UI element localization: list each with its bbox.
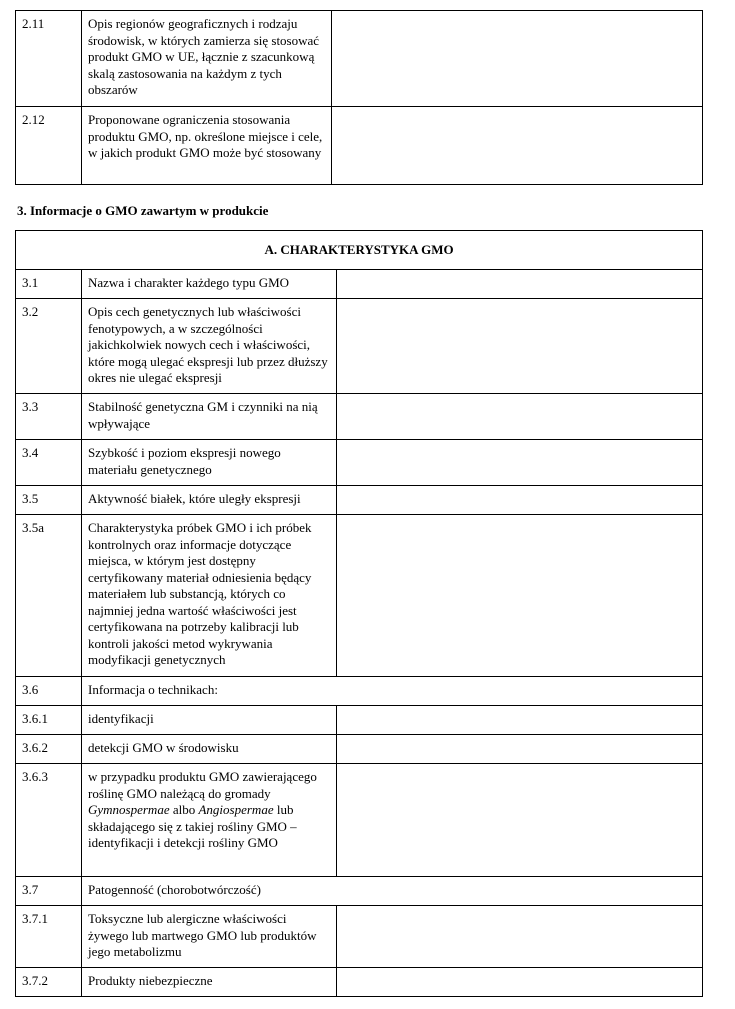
row-description: Produkty niebezpieczne: [88, 973, 213, 988]
row-description: Aktywność białek, które uległy ekspresji: [88, 491, 301, 506]
row-number: 3.7.2: [22, 973, 48, 988]
answer-cell[interactable]: [337, 486, 703, 515]
row-description: Stabilność genetyczna GM i czynniki na nią wpływające: [88, 399, 318, 431]
row-number: 3.7: [22, 882, 39, 897]
row-description: Charakterystyka próbek GMO i ich próbek kontrolnych oraz informacje dotyczące miejsca, w którym jest dostępny certyfikowany materiał odniesienia będący materiałem lub substancją, których co najmniej jedna wartość właściwości jest certyfikowana na potrzeby kalibracji lub kontroli jakości metod wykrywania modyfikacji genetycznych: [88, 520, 312, 667]
table-row: [16, 515, 703, 677]
table-title: A. CHARAKTERYSTYKA GMO: [16, 231, 703, 270]
answer-cell[interactable]: [337, 706, 703, 735]
table-row: [16, 706, 703, 735]
answer-cell[interactable]: [337, 299, 703, 394]
row-description: detekcji GMO w środowisku: [88, 740, 239, 755]
table-row: [16, 299, 703, 394]
row-description: Patogenność (chorobotwórczość): [88, 882, 261, 897]
answer-cell[interactable]: [337, 440, 703, 486]
row-number: 3.6.2: [22, 740, 48, 755]
row-description: Informacja o technikach:: [88, 682, 218, 697]
row-description: Opis regionów geograficznych i rodzaju środowisk, w których zamierza się stosować produkt GMO w UE, łącznie z szacunkową skalą zastosowania na każdym z tych obszarów: [88, 16, 320, 97]
row-description: Nazwa i charakter każdego typu GMO: [88, 275, 290, 290]
table-row: [16, 270, 703, 299]
row-description: Proponowane ograniczenia stosowania produktu GMO, np. określone miejsce i cele, w jakich produkt GMO może być stosowany: [88, 112, 323, 160]
table-row: [16, 877, 703, 906]
row-description: Opis cech genetycznych lub właściwości fenotypowych, a w szczególności jakichkolwiek nowych cech i właściwości, które mogą ulegać ekspresji lub przez dłuższy okres nie ulegać ekspresji: [88, 304, 328, 385]
answer-cell[interactable]: [337, 968, 703, 997]
answer-cell[interactable]: [337, 764, 703, 877]
table-row: [16, 735, 703, 764]
table-row: [16, 440, 703, 486]
row-number: 2.11: [22, 16, 45, 31]
row-number: 3.6.3: [22, 769, 48, 784]
answer-cell[interactable]: [337, 394, 703, 440]
top-table: [15, 10, 703, 185]
row-description: w przypadku produktu GMO zawierającego roślinę GMO należącą do gromady Gymnospermae albo Angiospermae lub składającego się z takiej rośliny GMO – identyfikacji i detekcji rośliny GMO: [88, 769, 317, 850]
table-row: [16, 486, 703, 515]
section-heading: 3. Informacje o GMO zawartym w produkcie: [17, 203, 269, 218]
row-number: 3.5a: [22, 520, 45, 535]
row-description: Szybkość i poziom ekspresji nowego materiału genetycznego: [88, 445, 281, 477]
table-row: [16, 11, 703, 107]
table-row: [16, 677, 703, 706]
answer-cell[interactable]: [332, 107, 703, 185]
row-number: 3.3: [22, 399, 39, 414]
row-number: 3.1: [22, 275, 39, 290]
row-description: identyfikacji: [88, 711, 154, 726]
answer-cell[interactable]: [337, 906, 703, 968]
table-row: [16, 107, 703, 185]
table-row: [16, 764, 703, 877]
answer-cell[interactable]: [337, 270, 703, 299]
gmo-characteristics-table: [15, 230, 703, 997]
answer-cell[interactable]: [337, 515, 703, 677]
table-row: [16, 906, 703, 968]
row-description: Toksyczne lub alergiczne właściwości żywego lub martwego GMO lub produktów jego metabolizmu: [88, 911, 317, 959]
row-number: 3.2: [22, 304, 39, 319]
row-number: 2.12: [22, 112, 45, 127]
table-row: [16, 394, 703, 440]
answer-cell[interactable]: [337, 735, 703, 764]
answer-cell[interactable]: [332, 11, 703, 107]
table-row: [16, 968, 703, 997]
row-number: 3.6.1: [22, 711, 48, 726]
row-number: 3.4: [22, 445, 39, 460]
row-number: 3.5: [22, 491, 39, 506]
row-number: 3.6: [22, 682, 39, 697]
row-number: 3.7.1: [22, 911, 48, 926]
